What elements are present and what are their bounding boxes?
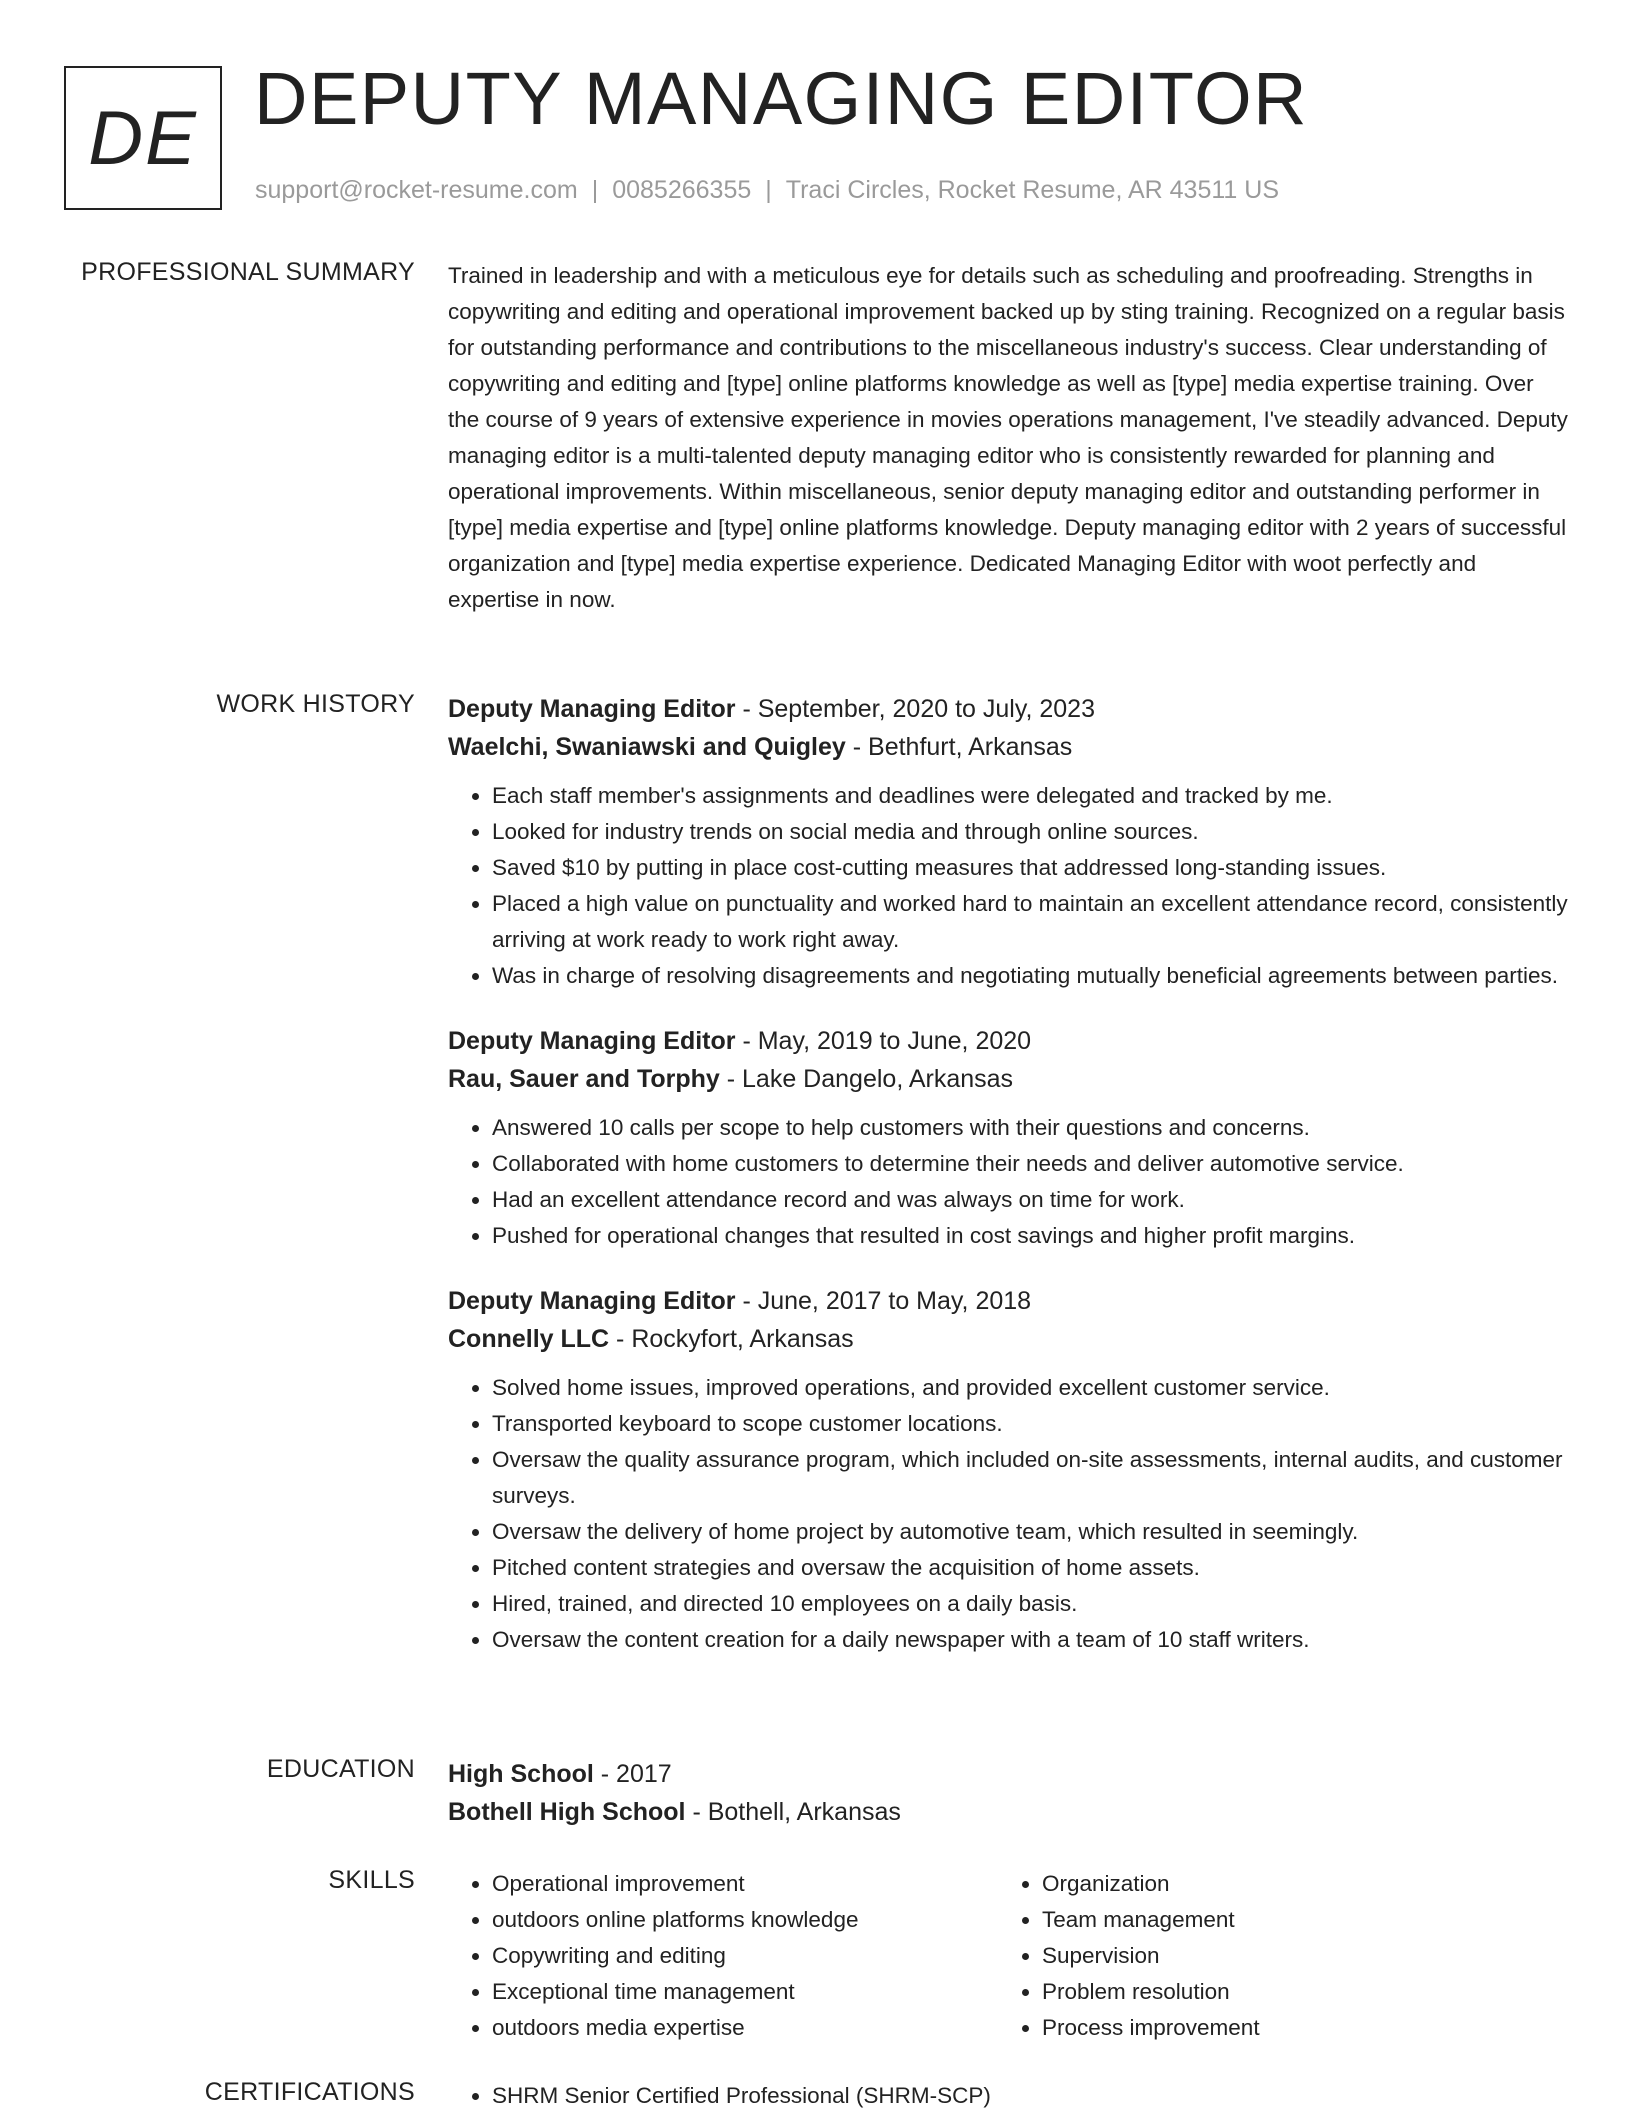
section-label-education: EDUCATION	[266, 1755, 415, 1783]
job-company: Connelly LLC	[448, 1325, 610, 1353]
education-body	[448, 1755, 1568, 1831]
list-item: • Looked for industry trends on social media and through online sources.	[492, 814, 1568, 850]
education-year: - 2017	[593, 1760, 672, 1788]
skills-column-1	[448, 1866, 998, 2046]
contact-phone: 0085266355	[612, 176, 752, 204]
list-item: • Pushed for operational changes that resulted in cost savings and higher profit margins.	[492, 1218, 1568, 1254]
skills-columns	[448, 1866, 1568, 2046]
certifications-body	[448, 2078, 1568, 2114]
job-entry	[448, 1282, 1568, 1658]
list-item: • Answered 10 calls per scope to help customers with their questions and concerns.	[492, 1110, 1568, 1146]
job-title-line	[448, 690, 1568, 728]
list-item: • outdoors online platforms knowledge	[492, 1902, 998, 1938]
section-label-summary: PROFESSIONAL SUMMARY	[81, 258, 415, 286]
job-location: - Lake Dangelo, Arkansas	[719, 1065, 1014, 1093]
job-title: Deputy Managing Editor	[448, 1287, 736, 1315]
list-item: • Had an excellent attendance record and was always on time for work.	[492, 1182, 1568, 1218]
contact-separator: |	[591, 176, 599, 204]
education-location: - Bothell, Arkansas	[685, 1798, 901, 1826]
list-item: • Organization	[1042, 1866, 1548, 1902]
contact-address: Traci Circles, Rocket Resume, AR 43511 US	[785, 176, 1279, 204]
job-company-line	[448, 728, 1568, 766]
monogram-initials: DE	[88, 95, 198, 181]
section-label-certifications: CERTIFICATIONS	[204, 2078, 415, 2106]
list-item: • Oversaw the quality assurance program, which included on-site assessments, internal audits, and customer surveys.	[492, 1442, 1568, 1514]
job-location: - Bethfurt, Arkansas	[845, 733, 1073, 761]
job-bullets	[448, 778, 1568, 994]
summary-body	[448, 258, 1568, 618]
contact-separator: |	[765, 176, 772, 204]
job-company-line	[448, 1320, 1568, 1358]
education-school: Bothell High School	[448, 1798, 686, 1826]
section-label-skills: SKILLS	[328, 1866, 415, 1894]
list-item: • Pitched content strategies and oversaw the acquisition of home assets.	[492, 1550, 1568, 1586]
list-item: • Supervision	[1042, 1938, 1548, 1974]
monogram-badge	[64, 66, 222, 210]
skills-body	[448, 1866, 1568, 2046]
list-item: • Solved home issues, improved operations, and provided excellent customer service.	[492, 1370, 1568, 1406]
education-degree-line	[448, 1755, 1568, 1793]
certifications-list	[448, 2078, 1568, 2114]
job-title-line	[448, 1022, 1568, 1060]
list-item: • Copywriting and editing	[492, 1938, 998, 1974]
list-item: • Team management	[1042, 1902, 1548, 1938]
job-company-line	[448, 1060, 1568, 1098]
section-label-work: WORK HISTORY	[216, 690, 415, 718]
skills-column-2	[998, 1866, 1548, 2046]
summary-text: Trained in leadership and with a meticulous eye for details such as scheduling and proofreading. Strengths in copywriting and editing and operational improvement backed up by sting training. Recognized on a regular basis for outstanding performance and contributions to the miscellaneous industry's success. Clear understanding of copywriting and editing and [type] online platforms knowledge as well as [type] media expertise training. Over the course of 9 years of extensive experience in movies operations management, I've steadily advanced. Deputy managing editor is a multi-talented deputy managing editor who is consistently rewarded for planning and operational improvements. Within miscellaneous, senior deputy managing editor and outstanding performer in [type] media expertise and [type] online platforms knowledge. Deputy managing editor with 2 years of successful organization and [type] media expertise experience. Dedicated Managing Editor with woot perfectly and expertise in now.	[448, 263, 1568, 612]
job-dates: - May, 2019 to June, 2020	[735, 1027, 1032, 1055]
list-item: • Operational improvement	[492, 1866, 998, 1902]
list-item: • Saved $10 by putting in place cost-cutting measures that addressed long-standing issues.	[492, 850, 1568, 886]
list-item: • Hired, trained, and directed 10 employees on a daily basis.	[492, 1586, 1568, 1622]
list-item: • Placed a high value on punctuality and worked hard to maintain an excellent attendance record, consistently arriving at work ready to work right away.	[492, 886, 1568, 958]
job-title: Deputy Managing Editor	[448, 1027, 736, 1055]
resume-title: DEPUTY MANAGING EDITOR	[254, 57, 1309, 140]
list-item: • Was in charge of resolving disagreements and negotiating mutually beneficial agreements between parties.	[492, 958, 1568, 994]
job-entry	[448, 1022, 1568, 1254]
list-item: • Process improvement	[1042, 2010, 1548, 2046]
job-bullets	[448, 1370, 1568, 1658]
job-dates: - June, 2017 to May, 2018	[735, 1287, 1032, 1315]
job-dates: - September, 2020 to July, 2023	[735, 695, 1095, 723]
education-degree: High School	[448, 1760, 594, 1788]
list-item: • SHRM Senior Certified Professional (SHRM-SCP)	[492, 2078, 1568, 2114]
contact-line	[255, 176, 1279, 205]
list-item: • Collaborated with home customers to determine their needs and deliver automotive service.	[492, 1146, 1568, 1182]
job-location: - Rockyfort, Arkansas	[609, 1325, 854, 1353]
list-item: • Exceptional time management	[492, 1974, 998, 2010]
contact-email: support@rocket-resume.com	[255, 176, 578, 204]
work-body	[448, 690, 1568, 1678]
job-company: Rau, Sauer and Torphy	[448, 1065, 720, 1093]
list-item: • Each staff member's assignments and deadlines were delegated and tracked by me.	[492, 778, 1568, 814]
list-item: • Problem resolution	[1042, 1974, 1548, 2010]
job-entry	[448, 690, 1568, 994]
list-item: • outdoors media expertise	[492, 2010, 998, 2046]
job-bullets	[448, 1110, 1568, 1254]
job-title: Deputy Managing Editor	[448, 695, 736, 723]
list-item: • Oversaw the delivery of home project by automotive team, which resulted in seemingly.	[492, 1514, 1568, 1550]
list-item: • Oversaw the content creation for a daily newspaper with a team of 10 staff writers.	[492, 1622, 1568, 1658]
job-company: Waelchi, Swaniawski and Quigley	[448, 733, 846, 761]
list-item: • Transported keyboard to scope customer locations.	[492, 1406, 1568, 1442]
job-title-line	[448, 1282, 1568, 1320]
education-school-line	[448, 1793, 1568, 1831]
